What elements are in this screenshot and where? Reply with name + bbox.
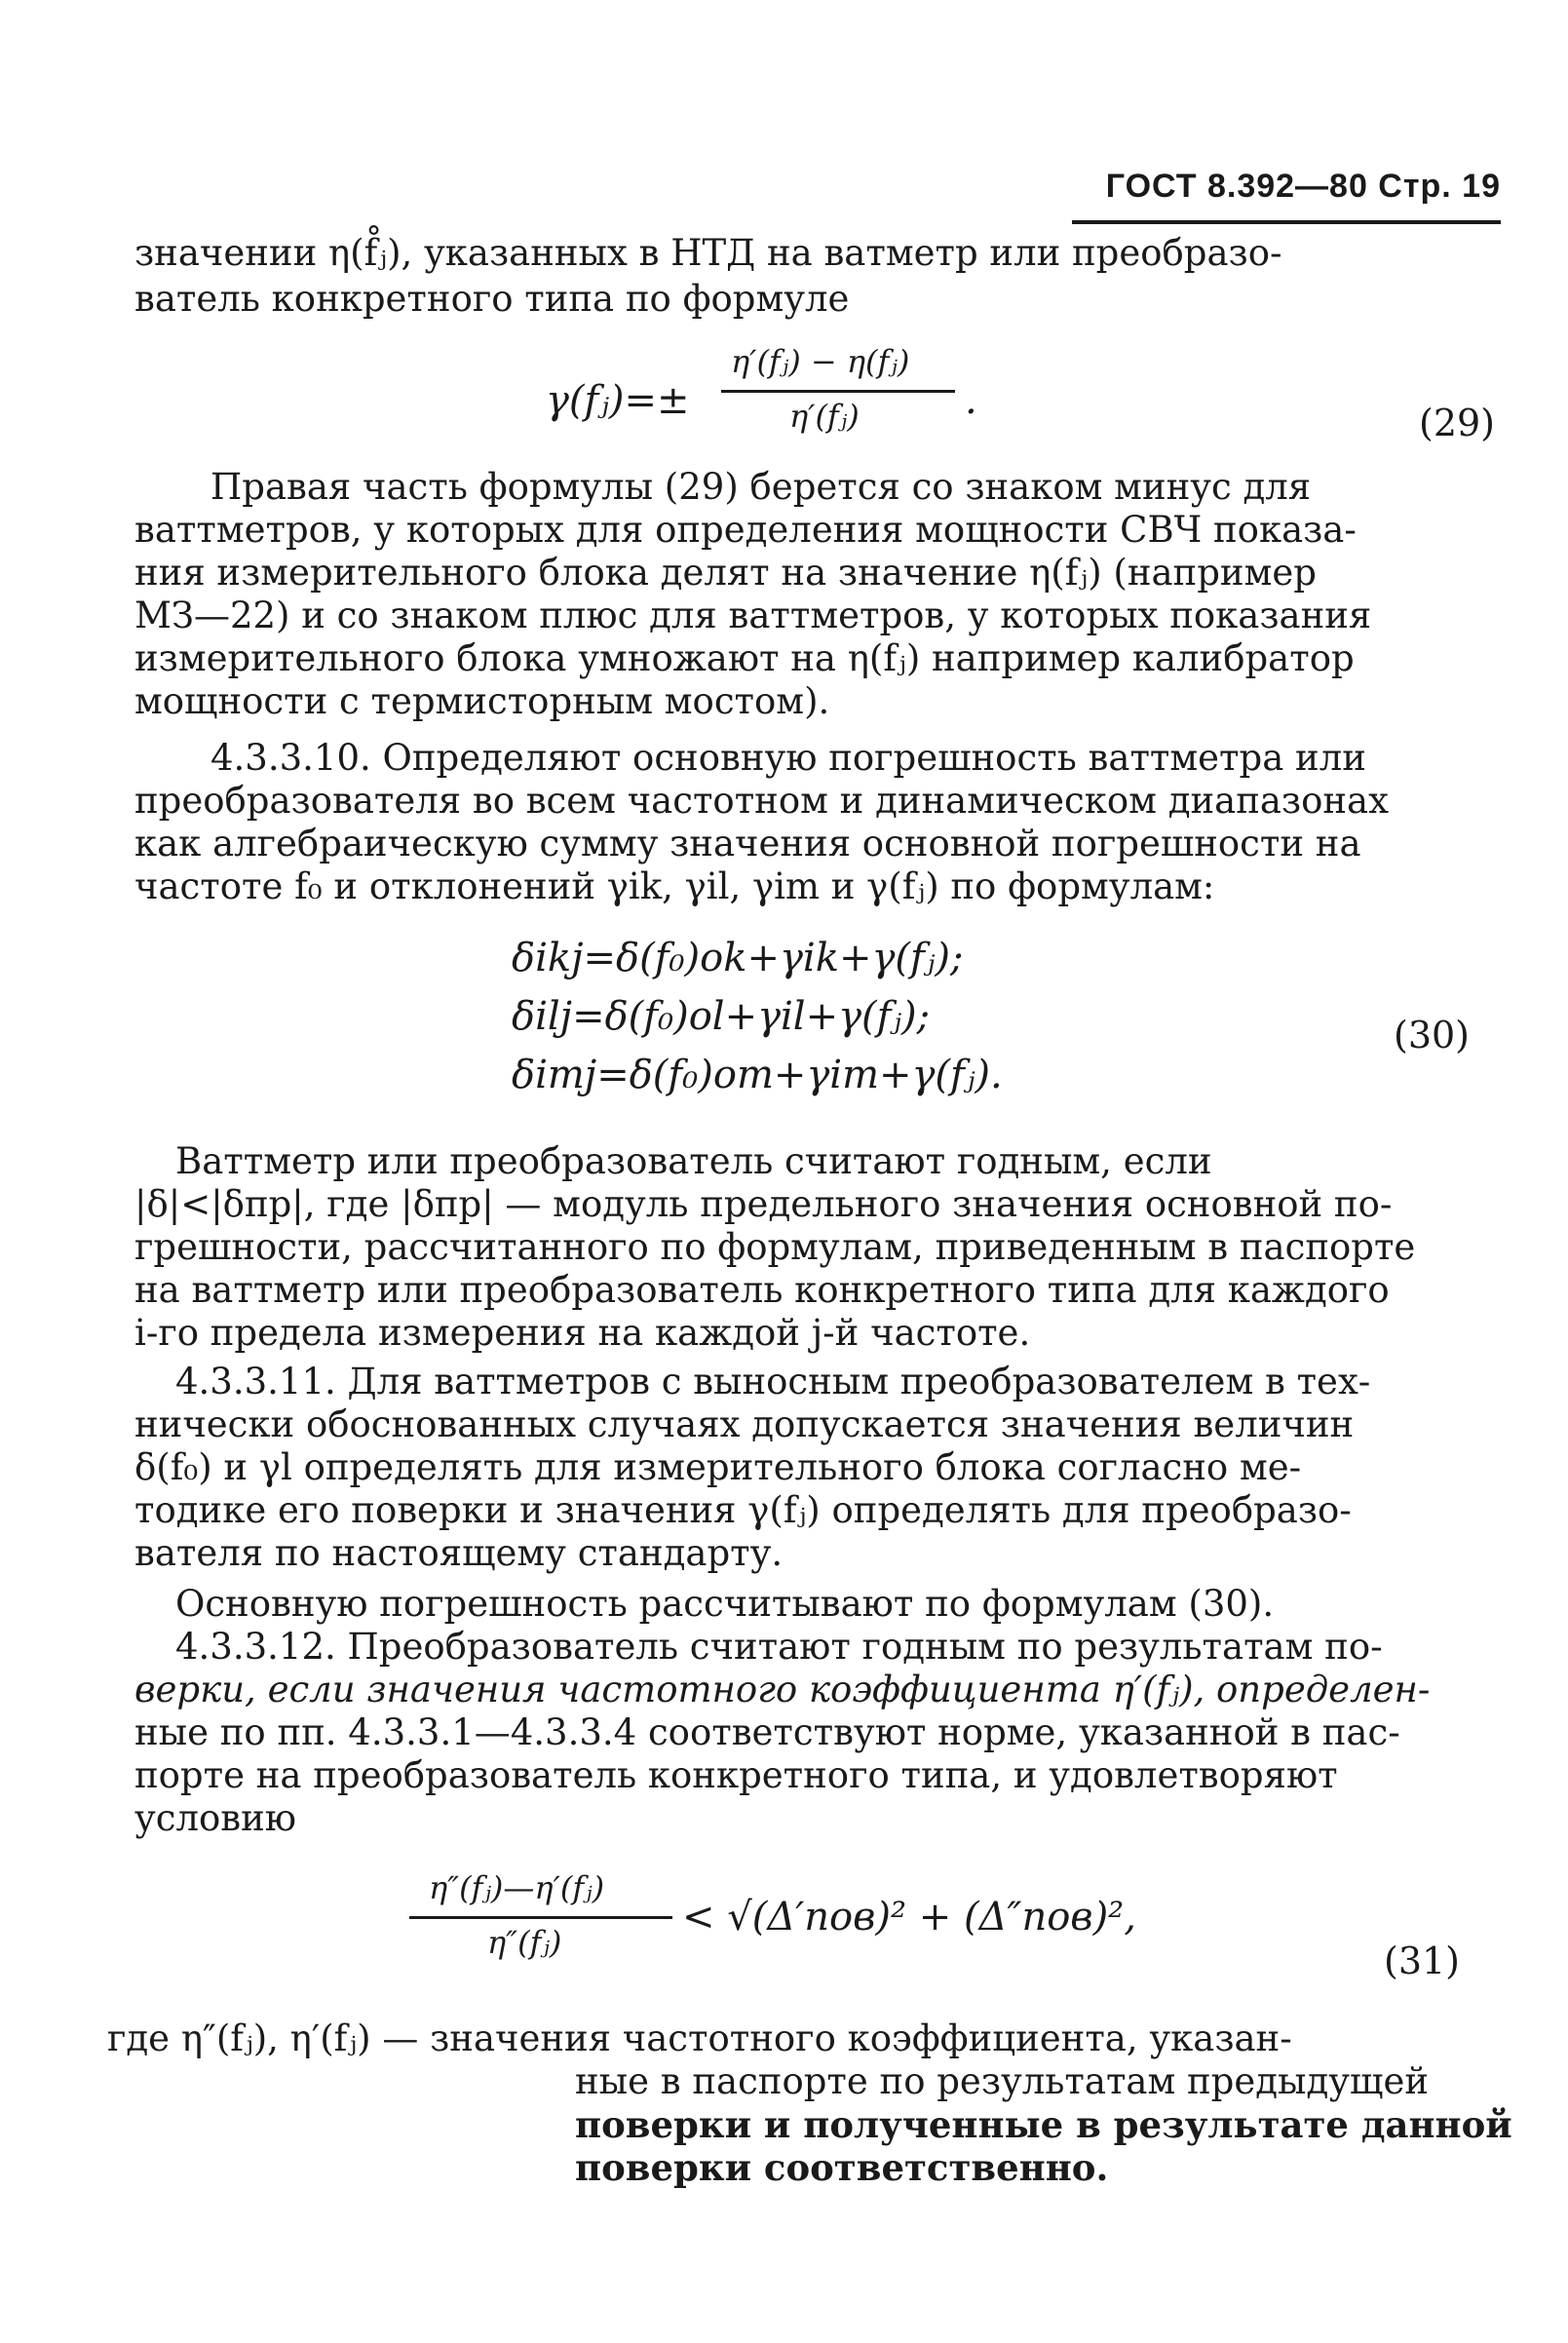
text-line: значении η(f̊ⱼ), указанных в НТД на ватметр или преобразо-	[134, 232, 1282, 274]
text-line: порте на преобразователь конкретного типа, и удовлетворяют	[134, 1754, 1338, 1796]
text-line: δ(f₀) и γl определять для измерительного блока согласно ме-	[134, 1446, 1302, 1488]
text-line: Правая часть формулы (29) берется со знаком минус для	[210, 466, 1312, 508]
text-line: МЗ—22) и со знаком плюс для ваттметров, у которых показания	[134, 595, 1372, 636]
text-line: 4.3.3.11. Для ваттметров с выносным преобразователем в тех-	[175, 1361, 1371, 1402]
text-line: i-го предела измерения на каждой j-й частоте.	[134, 1312, 1031, 1354]
text-line: |δ|<|δпр|, где |δпр| — модуль предельного значения основной по-	[134, 1183, 1393, 1225]
text-line: вателя по настоящему стандарту.	[134, 1532, 784, 1574]
text-line: на ваттметр или преобразователь конкретного типа для каждого	[134, 1269, 1390, 1311]
equation-30-row-2: δilj=δ(f₀)ol+γil+γ(fⱼ);	[512, 994, 931, 1039]
equation-29-fraction-bar	[721, 390, 955, 393]
text-line: ные в паспорте по результатам предыдущей	[575, 2060, 1430, 2102]
text-line: где η″(fⱼ), η′(fⱼ) — значения частотного коэффициента, указан-	[107, 2017, 1292, 2059]
equation-31-denominator: η″(fⱼ)	[487, 1924, 562, 1961]
text-line: преобразователя во всем частотном и динамическом диапазонах	[134, 780, 1389, 822]
text-line: нически обоснованных случаях допускается значения величин	[134, 1403, 1355, 1445]
text-line: 4.3.3.10. Определяют основную погрешность ваттметра или	[210, 737, 1366, 779]
header-rule	[1072, 220, 1501, 224]
page-header: ГОСТ 8.392—80 Стр. 19	[1105, 168, 1501, 205]
equation-31-number: (31)	[1384, 1940, 1461, 1982]
text-line: верки, если значения частотного коэффициента η′(fⱼ), определен-	[134, 1669, 1431, 1710]
text-line: поверки соответственно.	[575, 2146, 1109, 2189]
text-line: тодике его поверки и значения γ(fⱼ) определять для преобразо-	[134, 1489, 1352, 1531]
equation-30-number: (30)	[1394, 1014, 1471, 1056]
text-line: Ваттметр или преобразователь считают годным, если	[175, 1140, 1212, 1182]
text-line: Основную погрешность рассчитывают по формулам (30).	[175, 1583, 1275, 1625]
text-line: частоте f₀ и отклонений γik, γil, γim и γ(fⱼ) по формулам:	[134, 865, 1215, 907]
text-line: ваттметров, у которых для определения мощности СВЧ показа-	[134, 509, 1357, 551]
equation-29-number: (29)	[1419, 402, 1496, 444]
text-line: 4.3.3.12. Преобразователь считают годным по результатам по-	[175, 1626, 1383, 1668]
equation-30-row-3: δimj=δ(f₀)om+γim+γ(fⱼ).	[512, 1053, 1003, 1097]
equation-29-lhs: γ(fⱼ)=±	[546, 378, 690, 423]
text-line: поверки и полученные в результате данной	[575, 2103, 1512, 2146]
equation-29-denominator: η′(fⱼ)	[789, 398, 860, 435]
equation-29-tail: .	[965, 378, 977, 423]
equation-29-numerator: η′(fⱼ) − η(fⱼ)	[731, 343, 910, 380]
text-line: грешности, рассчитанного по формулам, приведенным в паспорте	[134, 1226, 1416, 1268]
text-line: как алгебраическую сумму значения основной погрешности на	[134, 823, 1361, 864]
equation-31-numerator: η″(fⱼ)—η′(fⱼ)	[429, 1869, 605, 1906]
equation-30-row-1: δikj=δ(f₀)ok+γik+γ(fⱼ);	[512, 936, 964, 980]
equation-31-rhs: < √(Δ′пов)² + (Δ″пов)²,	[682, 1895, 1136, 1940]
text-line: мощности с термисторным мостом).	[134, 680, 830, 722]
text-line: ные по пп. 4.3.3.1—4.3.3.4 соответствуют норме, указанной в пас-	[134, 1711, 1400, 1753]
text-line: условию	[134, 1797, 296, 1839]
text-line: ватель конкретного типа по формуле	[134, 278, 850, 320]
text-line: измерительного блока умножают на η(fⱼ) например калибратор	[134, 637, 1355, 679]
text-line: ния измерительного блока делят на значение η(fⱼ) (например	[134, 552, 1317, 594]
equation-31-fraction-bar	[409, 1916, 672, 1919]
